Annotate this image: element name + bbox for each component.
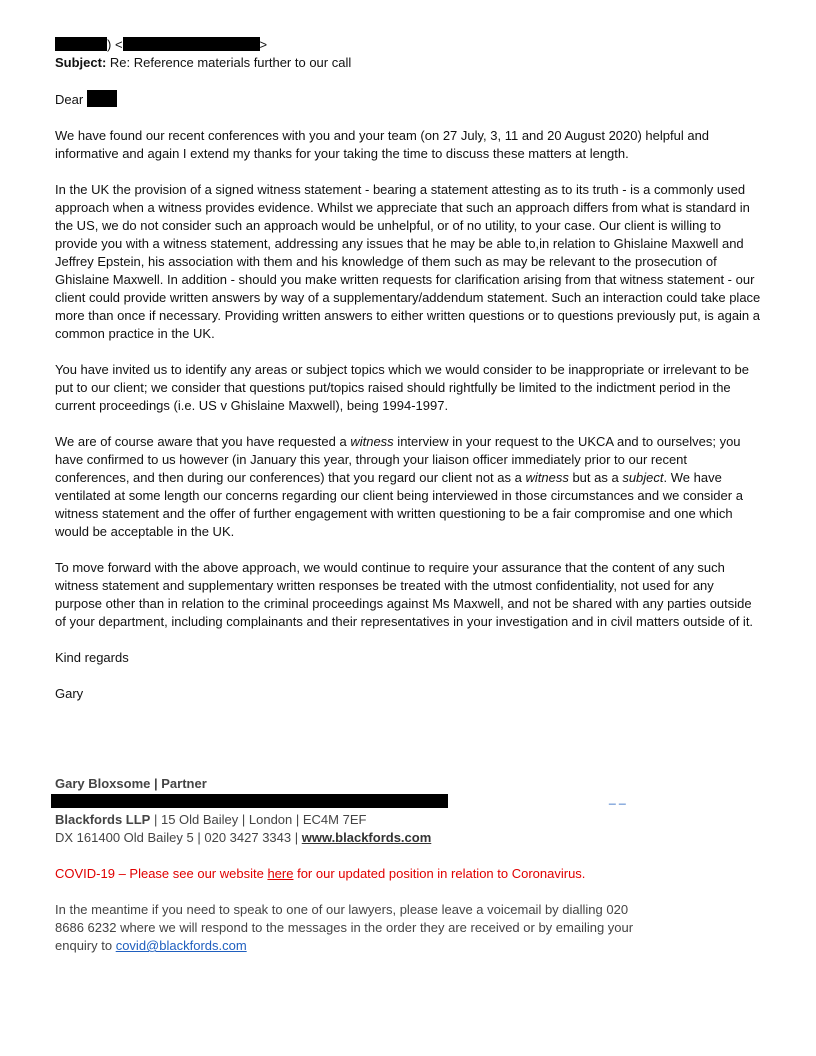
paragraph-2: In the UK the provision of a signed witness statement - bearing a statement attesting as to its truth - is a commonly used approach when a witness provides evidence. Whilst we appreciate that such an approach differs from what is standard in the US, we do not consider such an approach would be unhelpful, or of no utility, to your case. Our client is willing to provide you with a witness statement, addressing any issues that he may be able to,in relation to Ghislaine Maxwell and Jeffrey Epstein, his association with them and his knowledge of them such as may be relevant to the prosecution of Ghislaine Maxwell. In addition - should you make written requests for clarification arising from that witness statement - our client could provide written answers by way of a supplementary/addendum statement. Such an interaction could take place more than once if necessary. Providing written answers to either written questions or to questions previously put, is again a common practice in the UK. [55, 182, 761, 341]
salutation-text: Dear [55, 92, 84, 107]
redacted-sender-email [123, 37, 260, 51]
stray-link-marks[interactable]: _ _ [609, 791, 626, 805]
redacted-contact-details [51, 794, 448, 808]
covid-notice [55, 865, 761, 883]
salutation [55, 90, 761, 109]
meantime-notice [55, 901, 655, 955]
website-link[interactable]: www.blackfords.com [301, 830, 432, 845]
p4-part-b: interview in your request to the UKCA and to ourselves; you have confirmed to us however (in January this year, through your liaison officer immediately prior to our recent conferences, and then during our conferences) that you regard our client not as a [55, 434, 741, 485]
closing: Kind regards [55, 650, 129, 665]
redacted-recipient-name [87, 90, 117, 107]
p4-part-d: . We have ventilated at some length our concerns regarding our client being interviewed in those circumstances and we consider a witness statement and the offer of further engagement with written questioning to be a fair compromise and one which would be acceptable in the UK. [55, 470, 743, 539]
email-document [55, 36, 761, 973]
paragraph-3: You have invited us to identify any areas or subject topics which we would consider to be inappropriate or irrelevant to be put to our client; we consider that questions put/topics raised should rightfully be limited to the indictment period in the current proceedings (i.e. US v Ghislaine Maxwell), being 1994-1997. [55, 362, 749, 413]
covid-text-b: for our updated position in relation to Coronavirus. [293, 866, 586, 881]
covid-email-link[interactable]: covid@blackfords.com [115, 938, 247, 953]
covid-here-link[interactable]: here [267, 866, 294, 881]
paragraph-5: To move forward with the above approach, we would continue to require your assurance that the content of any such witness statement and supplementary written responses be treated with the utmost confidentiality, not used for any purpose other than in relation to the criminal proceedings against Ms Maxwell, and not be shared with any parties outside of your department, including complainants and their representatives in your investigation and in civil matters outside of it. [55, 560, 754, 629]
subject-line [55, 54, 761, 72]
signature-dx-line [55, 829, 761, 847]
p4-part-c: but as a [568, 470, 623, 485]
p4-part-a: We are of course aware that you have requested a [55, 434, 351, 449]
paragraph-4 [55, 433, 761, 541]
signoff: Gary [55, 686, 84, 701]
signature-name-title: Gary Bloxsome | Partner [55, 776, 207, 791]
covid-text-a: COVID-19 – Please see our website [55, 866, 268, 881]
redacted-contact-line [51, 793, 761, 811]
dx-phone: DX 161400 Old Bailey 5 | 020 3427 3343 | [55, 830, 302, 845]
from-bracket-open: ) < [107, 37, 123, 52]
redacted-sender-name [55, 37, 107, 51]
meantime-text: In the meantime if you need to speak to one of our lawyers, please leave a voicemail by dialling 020 8686 6232 where we will respond to the messages in the order they are received or by emailing your enquiry to [55, 902, 634, 953]
firm-name: Blackfords LLP [55, 812, 151, 827]
firm-address: | 15 Old Bailey | London | EC4M 7EF [150, 812, 367, 827]
p4-subject: subject [622, 470, 664, 485]
subject-text: Re: Reference materials further to our call [106, 55, 352, 70]
signature-firm-line [55, 811, 761, 829]
from-bracket-close: > [259, 37, 268, 52]
from-line [55, 36, 761, 54]
p4-witness-2: witness [525, 470, 569, 485]
p4-witness: witness [350, 434, 394, 449]
paragraph-1: We have found our recent conferences with you and your team (on 27 July, 3, 11 and 20 August 2020) helpful and informative and again I extend my thanks for your taking the time to discuss these matters at length. [55, 128, 710, 161]
signature-block [55, 775, 761, 847]
subject-label: Subject: [55, 55, 107, 70]
